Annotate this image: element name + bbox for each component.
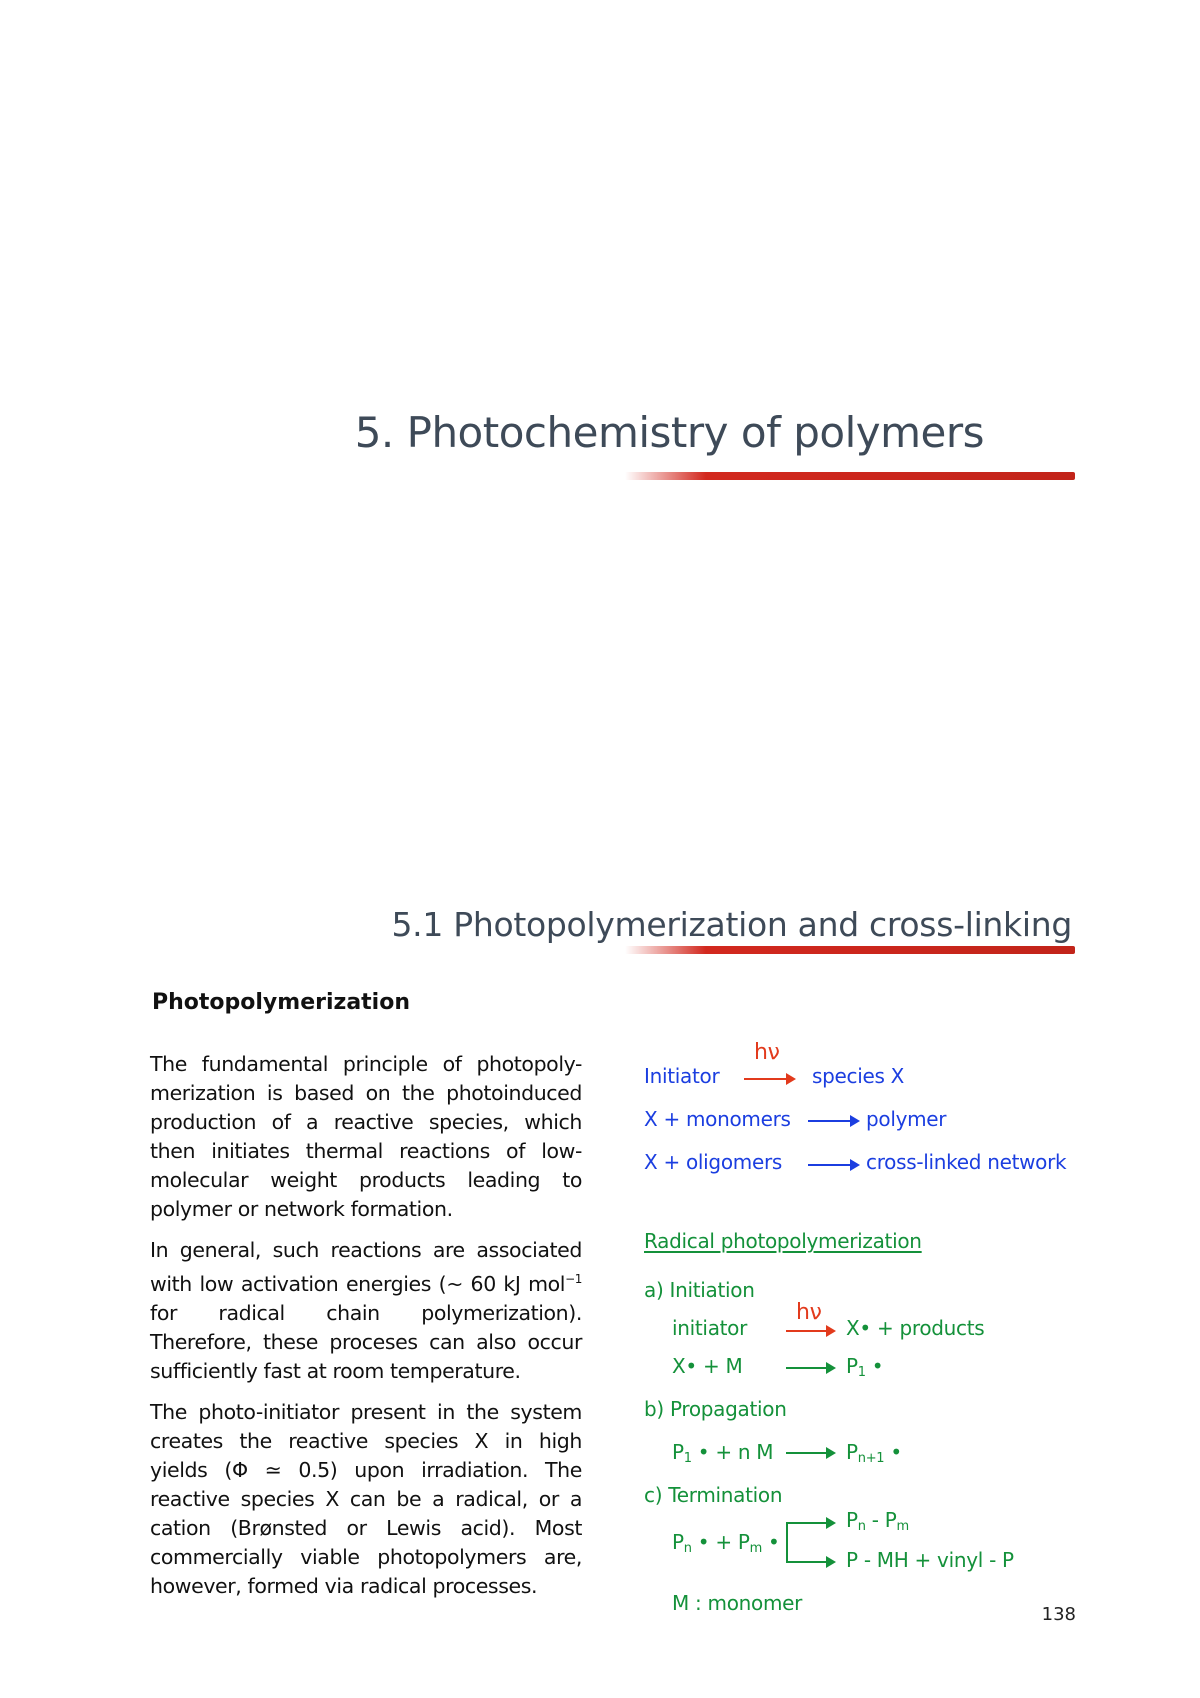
arrow-termination-2 [786, 1561, 834, 1563]
arrow-initiator [744, 1078, 794, 1080]
chapter-title: 5. Photochemistry of polymers [354, 408, 984, 457]
hv-label-1: hν [754, 1040, 780, 1065]
propagation-right [846, 1440, 902, 1466]
arrow-xm [786, 1367, 834, 1369]
prop-right-sub: n+1 [857, 1451, 885, 1466]
p2-superscript: −1 [565, 1272, 582, 1286]
network-label: cross-linked network [866, 1150, 1067, 1174]
arrow-propagation [786, 1452, 834, 1454]
term-r1-mid: - P [865, 1508, 897, 1532]
initiation-label: a) Initiation [644, 1278, 755, 1302]
hv-label-2: hν [796, 1300, 822, 1325]
termination-left [672, 1530, 780, 1556]
section-underline [625, 946, 1075, 954]
termination-bracket [786, 1522, 788, 1562]
term-r1-letter: P [846, 1508, 858, 1532]
p1-radical [846, 1354, 883, 1380]
paragraph-3: The photo-initiator present in the system creates the reactive species X in high yields (Φ ≃ 0.5) upon irradiation. The reactive species X can be a radical, or a cation (Brønsted or Lewis acid). Most commercially viable photopolymers are, however, formed via radical processes. [150, 1400, 582, 1598]
termination-product-1 [846, 1508, 909, 1534]
prop-left-letter: P [672, 1440, 684, 1464]
prop-left-sub: 1 [683, 1451, 692, 1466]
p1-dot: • [865, 1354, 884, 1378]
p2-text-b: for radical chain polymerization). Therefore, these proceses can also occur sufficiently fast at room temperature. [150, 1301, 582, 1383]
left-heading: Photopolymerization [152, 990, 410, 1015]
arrow-initiation [786, 1330, 834, 1332]
term-left-dot: • [761, 1530, 780, 1554]
prop-left-rest: • + n M [691, 1440, 774, 1464]
x-monomers-label: X + monomers [644, 1107, 791, 1131]
p1-sub: 1 [857, 1365, 866, 1380]
arrow-termination-1 [786, 1522, 834, 1524]
term-left-mid: • + P [691, 1530, 750, 1554]
arrow-monomers [808, 1120, 858, 1122]
term-left-sub2: m [749, 1541, 762, 1556]
prop-right-dot: • [884, 1440, 902, 1464]
x-oligomers-label: X + oligomers [644, 1150, 782, 1174]
species-label: species X [812, 1064, 905, 1088]
termination-product-2: P - MH + vinyl - P [846, 1548, 1014, 1572]
p2-text-a: In general, such reactions are associated with low activation energies (~ 60 kJ mol [150, 1238, 582, 1296]
term-r1-sub2: m [896, 1519, 909, 1534]
paragraph-2 [150, 1236, 582, 1386]
body-text [150, 1050, 582, 1613]
term-left-letter: P [672, 1530, 684, 1554]
propagation-left [672, 1440, 773, 1466]
initiator-label: Initiator [644, 1064, 720, 1088]
section-title: 5.1 Photopolymerization and cross-linking [391, 905, 1072, 944]
radical-title: Radical photopolymerization [644, 1229, 922, 1253]
polymer-label: polymer [866, 1107, 947, 1131]
paragraph-1: The fundamental principle of photopoly-merization is based on the photoinduced production of a reactive species, which then initiates thermal reactions of low-molecular weight products leading to polymer or network formation. [150, 1052, 582, 1221]
page-number: 138 [1041, 1604, 1076, 1625]
x-plus-m: X• + M [672, 1354, 743, 1378]
title-underline [625, 472, 1075, 480]
monomer-note: M : monomer [672, 1591, 803, 1615]
arrow-oligomers [808, 1164, 858, 1166]
termination-label: c) Termination [644, 1483, 783, 1507]
term-left-sub1: n [683, 1541, 692, 1556]
propagation-label: b) Propagation [644, 1397, 787, 1421]
x-products: X• + products [846, 1316, 985, 1340]
term-r1-sub1: n [857, 1519, 866, 1534]
p1-letter: P [846, 1354, 858, 1378]
initiator-text: initiator [672, 1316, 748, 1340]
prop-right-letter: P [846, 1440, 858, 1464]
